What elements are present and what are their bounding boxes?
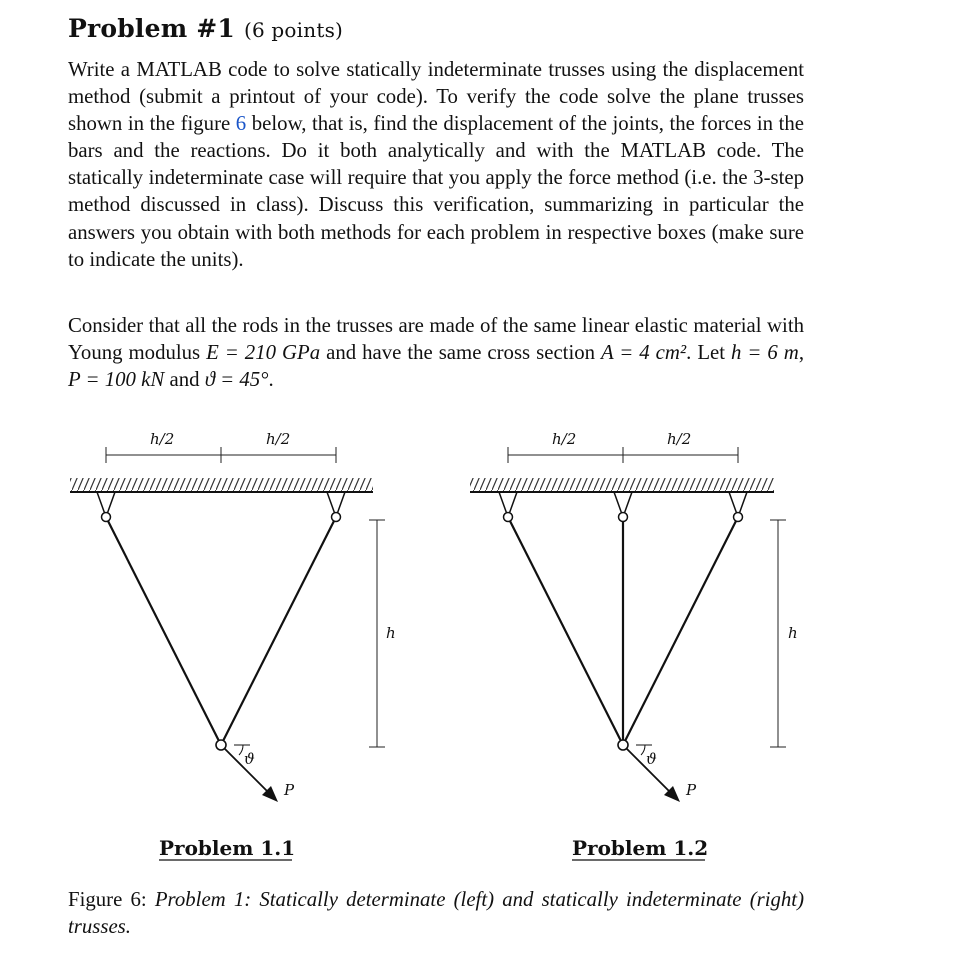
bar-right-3 <box>623 517 738 745</box>
material-sep-2: and <box>164 368 205 392</box>
load-value: P = 100 kN <box>68 368 165 392</box>
caption-prefix: Figure 6: <box>68 888 155 911</box>
problem-points: (6 points) <box>243 18 344 42</box>
pin-left-b <box>332 513 341 522</box>
caption-text: Problem 1: Statically determinate (left) and statically indeterminate (right) trusses. <box>68 888 805 939</box>
dim-label-left-1: h/2 <box>150 430 175 448</box>
ceiling-hatch-right <box>470 478 774 492</box>
truss-right <box>470 430 798 802</box>
ceiling-hatch-left <box>70 478 373 492</box>
angle-value: ϑ = 45° <box>204 368 269 392</box>
cross-section: A = 4 cm² <box>601 341 687 365</box>
joint-right <box>618 740 628 750</box>
material-text-2: and have the same cross section <box>320 341 601 365</box>
theta-label-left: ϑ <box>244 750 255 768</box>
material-sep-1: , <box>798 341 805 365</box>
pin-right-b <box>619 513 628 522</box>
material-text-3: . Let <box>686 341 732 365</box>
subfigure-title-right: Problem 1.2 <box>572 836 709 860</box>
figure-caption <box>68 886 804 940</box>
statement-text-1: Write a MATLAB code to solve statically indeterminate trusses using the displacement method (submit a printout of your code). To verify the code solve the plane trusses shown in the figure <box>68 58 804 136</box>
pin-right-c <box>734 513 743 522</box>
material-text: Consider that all the rods in the trusses are made of the same linear elastic material with Young modulus <box>68 314 804 365</box>
material-end: . <box>268 368 274 392</box>
dim-label-right-2: h/2 <box>667 430 692 448</box>
problem-title-text: Problem #1 <box>68 14 236 43</box>
subfigure-title-left: Problem 1.1 <box>159 836 296 860</box>
dim-label-right-1: h/2 <box>552 430 577 448</box>
height-label-left: h <box>386 624 396 642</box>
figure-ref-link[interactable]: 6 <box>235 112 247 136</box>
truss-left <box>70 430 396 802</box>
bar-left-2 <box>221 517 336 745</box>
young-modulus: E = 210 GPa <box>206 341 321 365</box>
load-label-right: P <box>686 781 697 799</box>
joint-left <box>216 740 226 750</box>
dim-label-left-2: h/2 <box>266 430 291 448</box>
load-label-left: P <box>284 781 295 799</box>
bar-right-1 <box>508 517 623 745</box>
bar-left-1 <box>106 517 221 745</box>
pin-left-a <box>102 513 111 522</box>
height-value: h = 6 m <box>731 341 799 365</box>
height-label-right: h <box>788 624 798 642</box>
statement-text-2: below, that is, find the displacement of the joints, the forces in the bars and the reactions. Do it both analytically and with the MATLAB code. The statically indeterminate case will require that you apply the force method (i.e. the 3-step method discussed in class). Discuss this verification, summarizing in particular the answers you obtain with both methods for each problem in respective boxes (make sure to indicate the units). <box>68 112 804 271</box>
pin-right-a <box>504 513 513 522</box>
theta-label-right: ϑ <box>646 750 657 768</box>
